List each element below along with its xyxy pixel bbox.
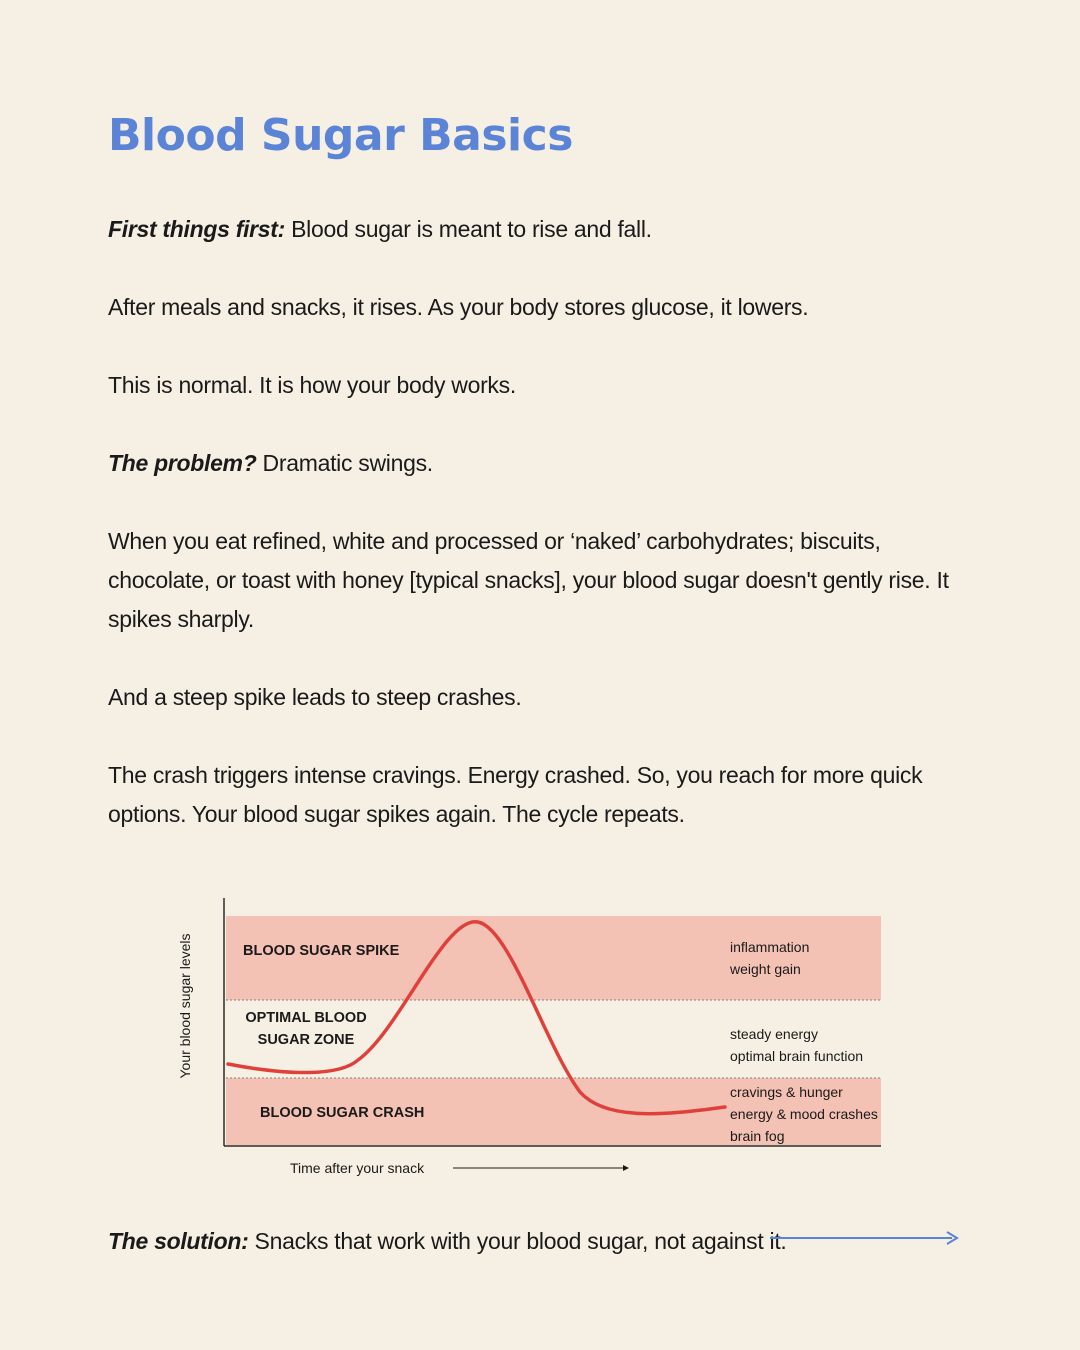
crash-zone-label: BLOOD SUGAR CRASH — [260, 1105, 425, 1121]
paragraph-text: After meals and snacks, it rises. As your body stores glucose, it lowers. — [108, 294, 809, 320]
paragraph-problem — [108, 444, 988, 483]
crash-effect: energy & mood crashes — [730, 1106, 878, 1122]
x-axis-label: Time after your snack — [290, 1160, 425, 1176]
spike-zone-label: BLOOD SUGAR SPIKE — [243, 943, 400, 959]
next-arrow-icon — [770, 1228, 965, 1248]
y-axis-label: Your blood sugar levels — [177, 933, 193, 1079]
paragraph-text: When you eat refined, white and processed or ‘naked’ carbohydrates; biscuits, chocolate, or toast with honey [typical snacks], your blood sugar doesn't gently rise. It spikes sharply. — [108, 528, 949, 632]
paragraph-text: This is normal. It is how your body works. — [108, 372, 516, 398]
paragraph-text: Blood sugar is meant to rise and fall. — [285, 216, 652, 242]
paragraph-text: And a steep spike leads to steep crashes. — [108, 684, 522, 710]
paragraph-text: Snacks that work with your blood sugar, not against it. — [248, 1228, 787, 1254]
paragraph-rises-and-lowers — [108, 288, 988, 327]
time-arrow-icon — [623, 1165, 629, 1171]
paragraph-crash-cycle — [108, 756, 988, 834]
paragraph-refined-carbs — [108, 522, 988, 639]
optimal-zone-label-line1: OPTIMAL BLOOD — [245, 1010, 367, 1026]
paragraph-lead: The problem? — [108, 450, 257, 476]
optimal-zone-label-line2: SUGAR ZONE — [257, 1032, 355, 1048]
paragraph-lead: The solution: — [108, 1228, 249, 1254]
blood-sugar-diagram — [160, 880, 900, 1190]
crash-effect: brain fog — [730, 1128, 785, 1144]
spike-effect: inflammation — [730, 939, 810, 955]
optimal-effect: optimal brain function — [730, 1048, 864, 1064]
spike-effect: weight gain — [730, 961, 801, 977]
paragraph-normal — [108, 366, 988, 405]
paragraph-first-things-first — [108, 210, 988, 249]
optimal-effect: steady energy — [730, 1026, 818, 1042]
crash-effect: cravings & hunger — [730, 1084, 843, 1100]
paragraph-steep-spike — [108, 678, 988, 717]
paragraph-lead: First things first: — [108, 216, 286, 242]
page-title: Blood Sugar Basics — [108, 110, 573, 161]
paragraph-text: Dramatic swings. — [256, 450, 433, 476]
paragraph-text: The crash triggers intense cravings. Energy crashed. So, you reach for more quick options. Your blood sugar spikes again. The cycle repeats. — [108, 762, 923, 827]
